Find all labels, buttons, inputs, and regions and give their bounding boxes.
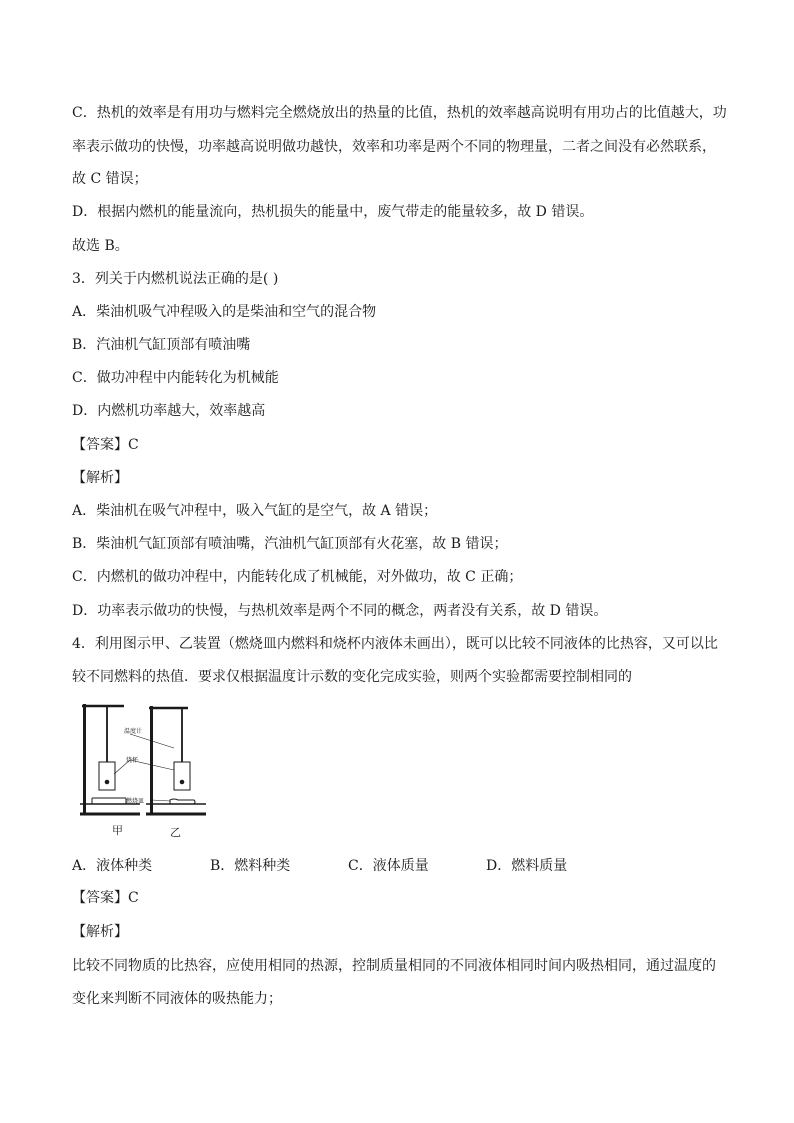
question-4-options xyxy=(72,856,732,876)
text-line: C．内燃机的做功冲程中，内能转化成了机械能，对外做功，故 C 正确； xyxy=(72,569,523,585)
question-4-option-c: C．液体质量 xyxy=(348,858,429,874)
question-3-stem: 3．列关于内燃机说法正确的是( ) xyxy=(72,271,279,287)
answer-label: 【答案】C xyxy=(72,437,139,453)
question-4-stem-cont: 较不同燃料的热值．要求仅根据温度计示数的变化完成实验，则两个实验都需要控制相同的 xyxy=(72,669,632,685)
question-3-option-b: B．汽油机气缸顶部有喷油嘴 xyxy=(72,337,251,353)
text-line: A．柴油机在吸气冲程中，吸入气缸的是空气，故 A 错误； xyxy=(72,503,438,519)
beaker-label: 烧杯 xyxy=(126,757,139,764)
text-line: 比较不同物质的比热容，应使用相同的热源，控制质量相同的不同液体相同时间内吸热相同，通过温度的 xyxy=(72,958,716,974)
question-4-option-b: B．燃料种类 xyxy=(210,858,291,874)
caption-left: 甲 xyxy=(112,824,123,837)
question-4-option-a: A．液体种类 xyxy=(72,858,153,874)
question-3-option-a: A．柴油机吸气冲程吸入的是柴油和空气的混合物 xyxy=(72,304,377,320)
text-line: D．功率表示做功的快慢，与热机效率是两个不同的概念，两者没有关系，故 D 错误。 xyxy=(72,603,608,619)
text-line: 故选 B。 xyxy=(72,238,129,254)
analysis-label: 【解析】 xyxy=(72,924,128,940)
question-4-stem: 4．利用图示甲、乙装置（燃烧皿内燃料和烧杯内液体未画出），既可以比较不同液体的比热容，又可以比 xyxy=(72,636,718,652)
text-line: 变化来判断不同液体的吸热能力； xyxy=(72,991,282,1007)
question-3-option-c: C．做功冲程中内能转化为机械能 xyxy=(72,370,279,386)
caption-right: 乙 xyxy=(170,826,181,839)
apparatus-figure xyxy=(74,700,214,840)
question-4-option-d: D．燃料质量 xyxy=(486,858,568,874)
text-line: B．柴油机气缸顶部有喷油嘴，汽油机气缸顶部有火花塞，故 B 错误； xyxy=(72,536,508,552)
answer-label: 【答案】C xyxy=(72,890,139,906)
apparatus-diagram xyxy=(74,700,214,840)
thermometer-label: 温度计 xyxy=(124,728,143,735)
burner-label: 燃烧皿 xyxy=(126,798,145,805)
text-line: 故 C 错误； xyxy=(72,171,148,187)
text-line: 率表示做功的快慢，功率越高说明做功越快，效率和功率是两个不同的物理量，二者之间没有必然联系， xyxy=(72,139,716,155)
question-3-option-d: D．内燃机功率越大，效率越高 xyxy=(72,403,266,419)
text-line: D．根据内燃机的能量流向，热机损失的能量中，废气带走的能量较多，故 D 错误。 xyxy=(72,204,594,220)
text-line: C．热机的效率是有用功与燃料完全燃烧放出的热量的比值，热机的效率越高说明有用功占的比值越大，功 xyxy=(72,105,727,121)
analysis-label: 【解析】 xyxy=(72,470,128,486)
